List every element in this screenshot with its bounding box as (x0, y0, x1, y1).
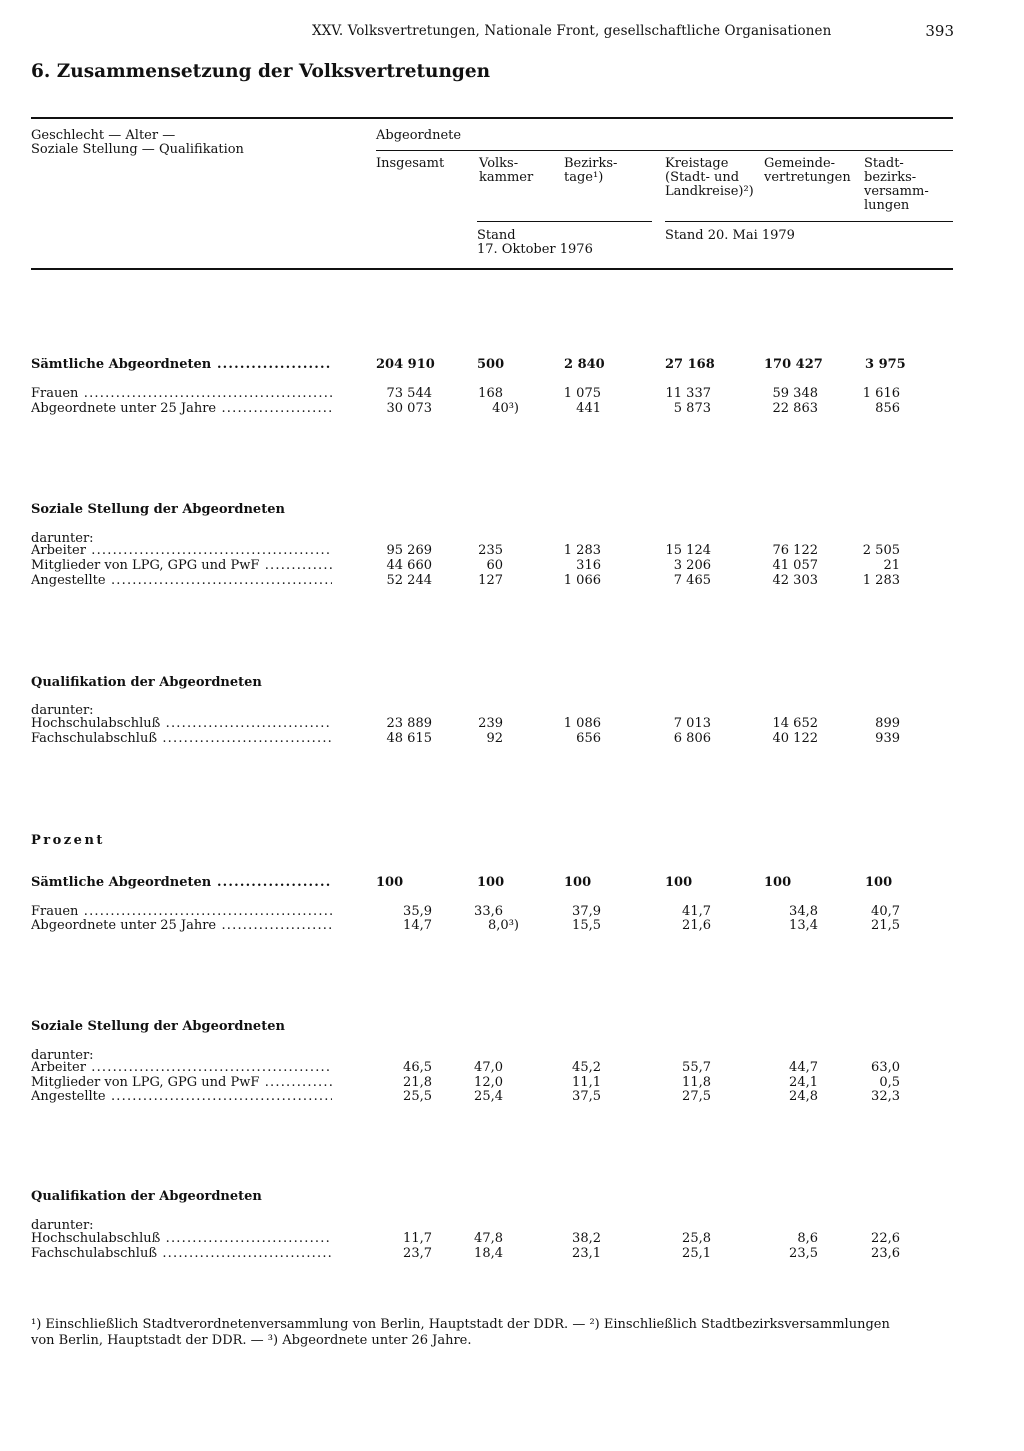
cell-bezirkstage: 1 283 (563, 543, 601, 558)
col-header-insgesamt: Insgesamt (376, 156, 445, 171)
cell-kreistage: 100 (665, 875, 693, 890)
cell-insgesamt: 73 544 (386, 386, 432, 401)
footnote-line-1: ¹) Einschließlich Stadtverordnetenversammlung von Berlin, Hauptstadt der DDR. — ²) Einschließlich Stadtbezirksversammlungen (31, 1317, 890, 1332)
cell-stadtbezirk: 40,7 (871, 904, 900, 919)
col-header-stadtbezirk: Stadt- bezirks- versamm- lungen (864, 156, 929, 213)
row-label (31, 732, 332, 747)
table-row (0, 1247, 1024, 1262)
table-row (0, 876, 1024, 891)
cell-kreistage: 3 206 (673, 558, 711, 573)
page-number: 393 (925, 22, 954, 40)
cell-gemeinde: 40 122 (772, 731, 818, 746)
row-label (31, 919, 332, 934)
row-label (31, 358, 332, 373)
row-label-text: Abgeordnete unter 25 Jahre ..... (31, 919, 332, 933)
table-row (0, 919, 1024, 934)
cell-stadtbezirk: 63,0 (871, 1060, 900, 1075)
cell-stadtbezirk: 100 (865, 875, 893, 890)
stub-header: Geschlecht — Alter — Soziale Stellung — Qualifikation (31, 128, 244, 157)
cell-bezirkstage: 100 (564, 875, 592, 890)
cell-volkskammer: 127 (478, 573, 503, 588)
row-label (31, 717, 332, 732)
row-label (31, 1061, 332, 1076)
row-label-text: Abgeordnete unter 25 Jahre ..... (31, 402, 332, 416)
cell-stadtbezirk: 3 975 (865, 357, 906, 372)
row-label (31, 1076, 332, 1091)
row-label-text: Hochschulabschluß ..... (31, 1232, 332, 1246)
cell-stadtbezirk: 939 (875, 731, 900, 746)
cell-stadtbezirk: 22,6 (871, 1231, 900, 1246)
cell-insgesamt: 52 244 (386, 573, 432, 588)
cell-insgesamt: 48 615 (386, 731, 432, 746)
cell-kreistage: 5 873 (673, 401, 711, 416)
cell-volkskammer: 18,4 (474, 1246, 503, 1261)
cell-volkskammer: 92 (486, 731, 503, 746)
cell-insgesamt: 21,8 (403, 1075, 432, 1090)
row-label-text: Fachschulabschluß ..... (31, 1247, 332, 1261)
row-label (31, 1247, 332, 1262)
section-title: Soziale Stellung der Abgeordneten (31, 1019, 285, 1034)
cell-insgesamt: 23 889 (386, 716, 432, 731)
cell-stadtbezirk: 1 283 (862, 573, 900, 588)
cell-bezirkstage: 37,5 (572, 1089, 601, 1104)
cell-volkskammer: 8,0³) (488, 918, 519, 933)
col-header-volkskammer: Volks- kammer (479, 156, 534, 185)
cell-kreistage: 55,7 (682, 1060, 711, 1075)
cell-gemeinde: 13,4 (789, 918, 818, 933)
cell-insgesamt: 46,5 (403, 1060, 432, 1075)
footnote-line-2: von Berlin, Hauptstadt der DDR. — ³) Abgeordnete unter 26 Jahre. (31, 1333, 472, 1348)
percent-heading: Prozent (31, 833, 105, 848)
cell-gemeinde: 100 (764, 875, 792, 890)
row-label-text: Frauen ..... (31, 905, 332, 919)
table-row (0, 1232, 1024, 1247)
cell-kreistage: 15 124 (665, 543, 711, 558)
cell-volkskammer: 47,0 (474, 1060, 503, 1075)
darunter-label: darunter: (31, 1048, 94, 1063)
cell-volkskammer: 168 (478, 386, 503, 401)
row-label-text: Arbeiter ..... (31, 544, 332, 558)
stand-1979-rule (665, 221, 953, 222)
cell-bezirkstage: 38,2 (572, 1231, 601, 1246)
row-label (31, 876, 332, 891)
cell-gemeinde: 34,8 (789, 904, 818, 919)
cell-volkskammer: 100 (477, 875, 505, 890)
abgeordnete-rule (376, 150, 953, 151)
cell-gemeinde: 24,1 (789, 1075, 818, 1090)
col-header-kreistage: Kreistage (Stadt- und Landkreise)²) (665, 156, 754, 199)
stand-1979-header: Stand 20. Mai 1979 (665, 228, 795, 243)
row-label-text: Hochschulabschluß ..... (31, 717, 332, 731)
row-label (31, 1232, 332, 1247)
cell-volkskammer: 33,6 (474, 904, 503, 919)
row-label-text: Mitglieder von LPG, GPG und PwF ..... (31, 559, 332, 573)
row-label-text: Sämtliche Abgeordneten ..... (31, 358, 332, 372)
cell-bezirkstage: 316 (576, 558, 601, 573)
section-title: Soziale Stellung der Abgeordneten (31, 502, 285, 517)
row-label (31, 387, 332, 402)
row-label-text: Angestellte ..... (31, 574, 332, 588)
cell-volkskammer: 12,0 (474, 1075, 503, 1090)
section-title: Qualifikation der Abgeordneten (31, 1189, 262, 1204)
cell-stadtbezirk: 899 (875, 716, 900, 731)
row-label-text: Frauen ..... (31, 387, 332, 401)
cell-kreistage: 11,8 (682, 1075, 711, 1090)
table-row (0, 559, 1024, 574)
row-label (31, 574, 332, 589)
cell-gemeinde: 24,8 (789, 1089, 818, 1104)
cell-gemeinde: 59 348 (772, 386, 818, 401)
cell-kreistage: 7 013 (673, 716, 711, 731)
cell-bezirkstage: 45,2 (572, 1060, 601, 1075)
table-title: 6. Zusammensetzung der Volksvertretungen (31, 61, 491, 82)
table-row (0, 387, 1024, 402)
stand-1976-rule (477, 221, 652, 222)
col-header-gemeinde: Gemeinde- vertretungen (764, 156, 851, 185)
cell-kreistage: 25,8 (682, 1231, 711, 1246)
cell-gemeinde: 8,6 (797, 1231, 818, 1246)
cell-volkskammer: 47,8 (474, 1231, 503, 1246)
cell-stadtbezirk: 23,6 (871, 1246, 900, 1261)
table-row (0, 1061, 1024, 1076)
cell-kreistage: 25,1 (682, 1246, 711, 1261)
cell-kreistage: 27,5 (682, 1089, 711, 1104)
cell-insgesamt: 95 269 (386, 543, 432, 558)
header-bottom-rule (31, 268, 953, 270)
cell-gemeinde: 42 303 (772, 573, 818, 588)
row-label-text: Mitglieder von LPG, GPG und PwF ..... (31, 1076, 332, 1090)
row-label-text: Sämtliche Abgeordneten ..... (31, 876, 332, 890)
stand-1976-header: Stand 17. Oktober 1976 (477, 228, 593, 257)
cell-volkskammer: 25,4 (474, 1089, 503, 1104)
cell-kreistage: 27 168 (665, 357, 715, 372)
cell-bezirkstage: 1 066 (563, 573, 601, 588)
cell-gemeinde: 170 427 (764, 357, 823, 372)
cell-volkskammer: 40³) (492, 401, 519, 416)
cell-insgesamt: 14,7 (403, 918, 432, 933)
cell-bezirkstage: 1 086 (563, 716, 601, 731)
row-label (31, 544, 332, 559)
running-head: XXV. Volksvertretungen, Nationale Front, gesellschaftliche Organisationen (312, 23, 832, 39)
table-row (0, 732, 1024, 747)
cell-stadtbezirk: 2 505 (862, 543, 900, 558)
cell-insgesamt: 100 (376, 875, 404, 890)
cell-volkskammer: 235 (478, 543, 503, 558)
cell-kreistage: 41,7 (682, 904, 711, 919)
table-row (0, 402, 1024, 417)
cell-stadtbezirk: 0,5 (879, 1075, 900, 1090)
cell-volkskammer: 500 (477, 357, 505, 372)
cell-kreistage: 21,6 (682, 918, 711, 933)
cell-gemeinde: 41 057 (772, 558, 818, 573)
cell-insgesamt: 25,5 (403, 1089, 432, 1104)
cell-bezirkstage: 11,1 (572, 1075, 601, 1090)
col-header-bezirkstage: Bezirks- tage¹) (564, 156, 618, 185)
darunter-label: darunter: (31, 531, 94, 546)
row-label (31, 905, 332, 920)
table-row (0, 544, 1024, 559)
header-top-rule (31, 117, 953, 119)
section-title: Qualifikation der Abgeordneten (31, 675, 262, 690)
abgeordnete-header: Abgeordnete (376, 128, 462, 143)
row-label (31, 1090, 332, 1105)
row-label (31, 402, 332, 417)
darunter-label: darunter: (31, 1218, 94, 1233)
cell-insgesamt: 44 660 (386, 558, 432, 573)
cell-insgesamt: 23,7 (403, 1246, 432, 1261)
cell-volkskammer: 60 (486, 558, 503, 573)
table-row (0, 358, 1024, 373)
cell-insgesamt: 11,7 (403, 1231, 432, 1246)
row-label-text: Fachschulabschluß ..... (31, 732, 332, 746)
cell-bezirkstage: 1 075 (563, 386, 601, 401)
cell-stadtbezirk: 21 (883, 558, 900, 573)
cell-bezirkstage: 23,1 (572, 1246, 601, 1261)
cell-insgesamt: 30 073 (386, 401, 432, 416)
cell-gemeinde: 22 863 (772, 401, 818, 416)
cell-kreistage: 6 806 (673, 731, 711, 746)
cell-gemeinde: 44,7 (789, 1060, 818, 1075)
cell-insgesamt: 35,9 (403, 904, 432, 919)
cell-insgesamt: 204 910 (376, 357, 435, 372)
table-row (0, 1090, 1024, 1105)
cell-bezirkstage: 2 840 (564, 357, 605, 372)
cell-stadtbezirk: 21,5 (871, 918, 900, 933)
table-row (0, 574, 1024, 589)
cell-bezirkstage: 656 (576, 731, 601, 746)
row-label-text: Angestellte ..... (31, 1090, 332, 1104)
table-row (0, 717, 1024, 732)
cell-volkskammer: 239 (478, 716, 503, 731)
footnotes (31, 1317, 961, 1349)
cell-bezirkstage: 441 (576, 401, 601, 416)
cell-gemeinde: 23,5 (789, 1246, 818, 1261)
darunter-label: darunter: (31, 703, 94, 718)
cell-gemeinde: 76 122 (772, 543, 818, 558)
row-label-text: Arbeiter ..... (31, 1061, 332, 1075)
cell-gemeinde: 14 652 (772, 716, 818, 731)
cell-stadtbezirk: 856 (875, 401, 900, 416)
cell-stadtbezirk: 32,3 (871, 1089, 900, 1104)
cell-bezirkstage: 37,9 (572, 904, 601, 919)
row-label (31, 559, 332, 574)
cell-stadtbezirk: 1 616 (862, 386, 900, 401)
cell-kreistage: 11 337 (665, 386, 711, 401)
cell-bezirkstage: 15,5 (572, 918, 601, 933)
cell-kreistage: 7 465 (673, 573, 711, 588)
